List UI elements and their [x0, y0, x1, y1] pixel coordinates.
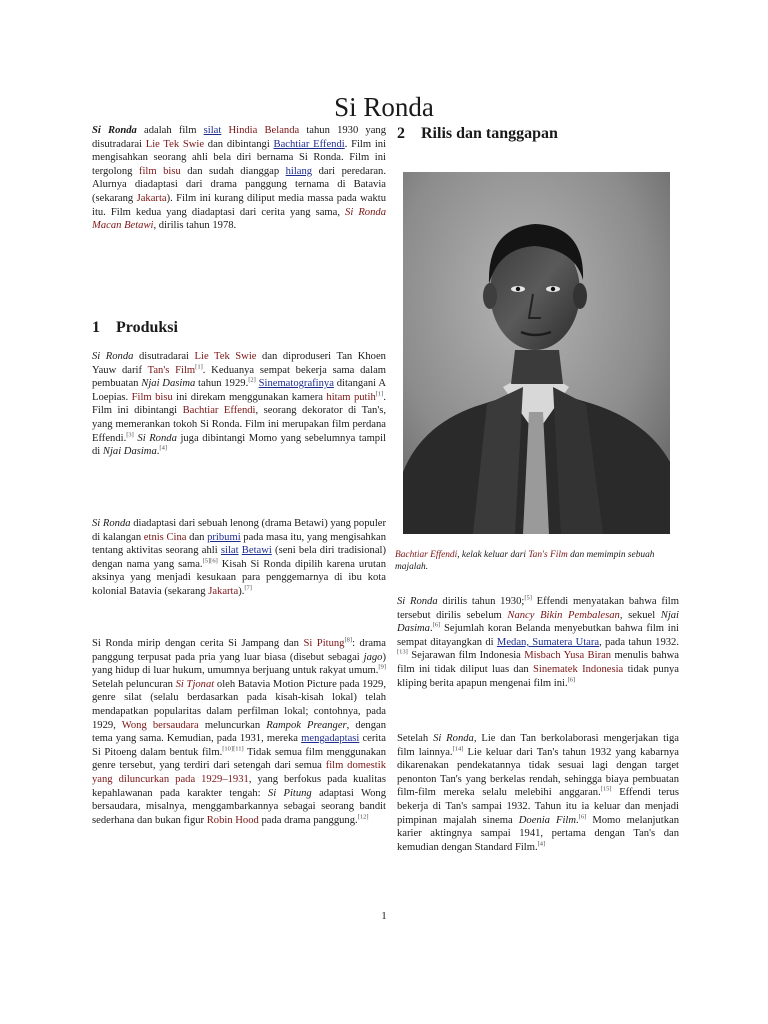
- link-jakarta[interactable]: Jakarta: [136, 192, 167, 204]
- link-etnis-cina[interactable]: etnis Cina: [143, 531, 187, 543]
- ref-link[interactable]: [6]: [578, 813, 587, 821]
- section-produksi-heading: [92, 318, 386, 338]
- produksi-paragraph-1: Si Ronda disutradarai Lie Tek Swie dan diproduseri Tan Khoen Yauw darif Tan's Film[1]. Keduanya sempat bekerja sama dalam pembuatan Njai Dasima tahun 1929.[2] Sinematografinya ditangani A Loepias. Film bisu ini direkam menggunakan kamera hitam putih[1]. Film ini dibintangi Bachtiar Effendi, seorang dekorator di Tan's, yang memerankan tokoh Si Ronda. Film ini merupakan film perdana Effendi.[3] Si Ronda juga dibintangi Momo yang sebelumnya tampil di Njai Dasima.[4]: [92, 351, 387, 458]
- link-film-domestik[interactable]: film domestik yang diluncurkan pada 1929–1931: [92, 760, 386, 785]
- ref-link[interactable]: [13]: [397, 648, 408, 656]
- link-mengadaptasi[interactable]: mengadaptasi: [301, 733, 360, 745]
- section-title: Produksi: [116, 319, 178, 336]
- link-si-pitung[interactable]: Si Pitung: [303, 638, 345, 649]
- link-si-ronda-macan-betawi[interactable]: Si Ronda Macan Betawi: [92, 206, 386, 232]
- ref-link[interactable]: [4]: [159, 444, 167, 452]
- ref-link[interactable]: [10]: [222, 745, 234, 753]
- page-number: 1: [381, 910, 387, 922]
- ref-link[interactable]: [1]: [195, 363, 203, 371]
- link-lie-tek-swie[interactable]: Lie Tek Swie: [194, 351, 257, 362]
- page-title: Si Ronda: [334, 92, 434, 122]
- link-hindia-belanda[interactable]: Hindia Belanda: [228, 125, 300, 136]
- link-film-bisu[interactable]: Film bisu: [131, 391, 173, 403]
- link-robin-hood[interactable]: Robin Hood: [206, 814, 259, 826]
- link-jakarta[interactable]: Jakarta: [208, 585, 239, 597]
- ref-link[interactable]: [7]: [244, 584, 252, 592]
- produksi-paragraph-3: Si Ronda mirip dengan cerita Si Jampang dan Si Pitung[8]: drama panggung terpusat pada pria yang luar biasa (disebut sebagai jago) yang hidup di luar hukum, umumnya berjuang untuk rakyat umum.[9] Setelah peluncuran Si Tjonat oleh Batavia Motion Picture pada 1929, genre silat (selalu berdasarkan pada kisah-kisah lokal) telah mendapatkan popularitas dalam perfilman lokal; contohnya, pada 1929, Wong bersaudara meluncurkan Rampok Preanger, dengan tema yang sama. Kemudian, pada 1931, mereka mengadaptasi cerita Si Pitoeng dalam bentuk film.[10][11] Tidak semua film menggunakan genre tersebut, yang terdiri dari setengah dari semua film domestik yang diluncurkan pada 1929–1931, yang berfokus pada kualitas kepahlawanan pada karakter tengah: Si Pitung adaptasi Wong bersaudara, misalnya, menggambarkannya sebagai seorang bandit sederhana dan bukan figur Robin Hood pada drama panggung.[12]: [92, 636, 387, 826]
- link-tans-film[interactable]: Tan's Film: [528, 550, 568, 560]
- ref-link[interactable]: [3]: [126, 431, 134, 439]
- link-betawi[interactable]: Betawi: [241, 545, 272, 557]
- ref-link[interactable]: [12]: [357, 813, 369, 821]
- link-silat[interactable]: silat: [203, 125, 222, 136]
- link-medan[interactable]: Medan, Sumatera Utara: [496, 636, 600, 648]
- link-tans-film[interactable]: Tan's Film: [147, 364, 196, 376]
- ref-link[interactable]: [6]: [432, 621, 441, 629]
- ref-link[interactable]: [15]: [600, 785, 612, 793]
- link-bachtiar-effendi[interactable]: Bachtiar Effendi: [395, 550, 458, 560]
- ref-link[interactable]: [5]: [202, 557, 211, 565]
- link-misbach-yusa-biran[interactable]: Misbach Yusa Biran: [524, 650, 612, 662]
- ref-link[interactable]: [1]: [375, 390, 384, 398]
- ref-link[interactable]: [4]: [537, 840, 546, 848]
- link-pribumi[interactable]: pribumi: [207, 531, 241, 543]
- link-lie-tek-swie[interactable]: Lie Tek Swie: [145, 138, 205, 150]
- ref-link[interactable]: [8]: [344, 636, 353, 644]
- ref-link[interactable]: [6]: [210, 557, 218, 565]
- section-number: 2: [397, 125, 405, 142]
- ref-link[interactable]: [5]: [524, 594, 532, 602]
- link-bachtiar-effendi[interactable]: Bachtiar Effendi: [273, 138, 345, 150]
- portrait-image: [403, 172, 670, 534]
- ref-link[interactable]: [9]: [378, 663, 386, 671]
- link-silat[interactable]: silat: [220, 545, 239, 557]
- ref-link[interactable]: [6]: [567, 676, 576, 684]
- article-subject: Si Ronda: [92, 125, 137, 136]
- section-title: Rilis dan tanggapan: [421, 125, 558, 142]
- rilis-paragraph-1: Si Ronda dirilis tahun 1930;[5] Effendi menyatakan bahwa film tersebut dirilis sebelum Nancy Bikin Pembalesan, sekuel Njai Dasima.[6] Sejumlah koran Belanda menyebutkan bahwa film ini sempat ditayangkan di Medan, Sumatera Utara, pada tahun 1932.[13] Sejarawan film Indonesia Misbach Yusa Biran menulis bahwa film ini tidak diliput luas dan Sinematek Indonesia tidak punya kliping berita apapun mengenai film ini.[6]: [397, 594, 679, 689]
- link-si-tjonat[interactable]: Si Tjonat: [175, 678, 215, 690]
- produksi-paragraph-2: Si Ronda diadaptasi dari sebuah lenong (drama Betawi) yang populer di kalangan etnis Cina dan pribumi pada masa itu, yang mengisahkan tentang aktivitas seorang ahli silat Betawi (seni bela diri tradisional) dengan nama yang sama.[5][6] Kisah Si Ronda dipilih karena urutan aksinya yang menjadi kesukaan para penggemarnya di ibu kota kolonial Batavia (sekarang Jakarta).[7]: [92, 518, 387, 597]
- ref-link[interactable]: [11]: [233, 745, 244, 753]
- link-hilang[interactable]: hilang: [285, 165, 313, 177]
- section-number: 1: [92, 319, 100, 336]
- rilis-paragraph-2: Setelah Si Ronda, Lie dan Tan berkolaborasi mengerjakan tiga film lainnya.[14] Lie keluar dari Tan's tahun 1932 yang kabarnya dikarenakan pendekatannya tidak sesuai lagi dengan target penonton Tan's yang berkelas rendah, sehingga biaya pembuatan film-film mereka selalu melebihi anggaran.[15] Effendi terus bekerja di Tan's sampai 1932. Tahun itu ia keluar dan menjadi pimpinan majalah sinema Doenia Film.[6] Momo melanjutkan karier aktingnya sampai 1941, pertama dengan Tan's dan kemudian dengan Standard Film.[4]: [397, 733, 680, 853]
- link-sinematek-indonesia[interactable]: Sinematek Indonesia: [533, 663, 624, 675]
- bachtiar-effendi-photo: [403, 172, 670, 534]
- link-hitam-putih[interactable]: hitam putih: [326, 391, 376, 403]
- link-nancy-bikin-pembalesan[interactable]: Nancy Bikin Pembalesan: [507, 609, 620, 621]
- intro-paragraph: Si Ronda adalah film silat Hindia Belanda tahun 1930 yang disutradarai Lie Tek Swie dan dibintangi Bachtiar Effendi. Film ini mengisahkan seorang ahli bela diri bernama Si Ronda. Film ini tergolong film bisu dan sudah dianggap hilang dari peredaran. Alurnya diadaptasi dari drama panggung ternama di Batavia (sekarang Jakarta). Film ini kurang diliput media massa pada waktu itu. Film kedua yang diadaptasi dari cerita yang sama, Si Ronda Macan Betawi, dirilis tahun 1978.: [92, 125, 387, 232]
- link-wong-bersaudara[interactable]: Wong bersaudara: [121, 719, 199, 731]
- ref-link[interactable]: [14]: [452, 745, 464, 753]
- section-rilis-heading: [397, 124, 679, 144]
- link-bachtiar-effendi[interactable]: Bachtiar Effendi: [182, 405, 256, 417]
- link-film-bisu[interactable]: film bisu: [138, 165, 181, 177]
- photo-caption: Bachtiar Effendi, kelak keluar dari Tan's Film dan memimpin sebuah majalah.: [395, 550, 655, 573]
- ref-link[interactable]: [2]: [248, 376, 256, 384]
- link-sinematografi[interactable]: Sinematografinya: [258, 378, 334, 390]
